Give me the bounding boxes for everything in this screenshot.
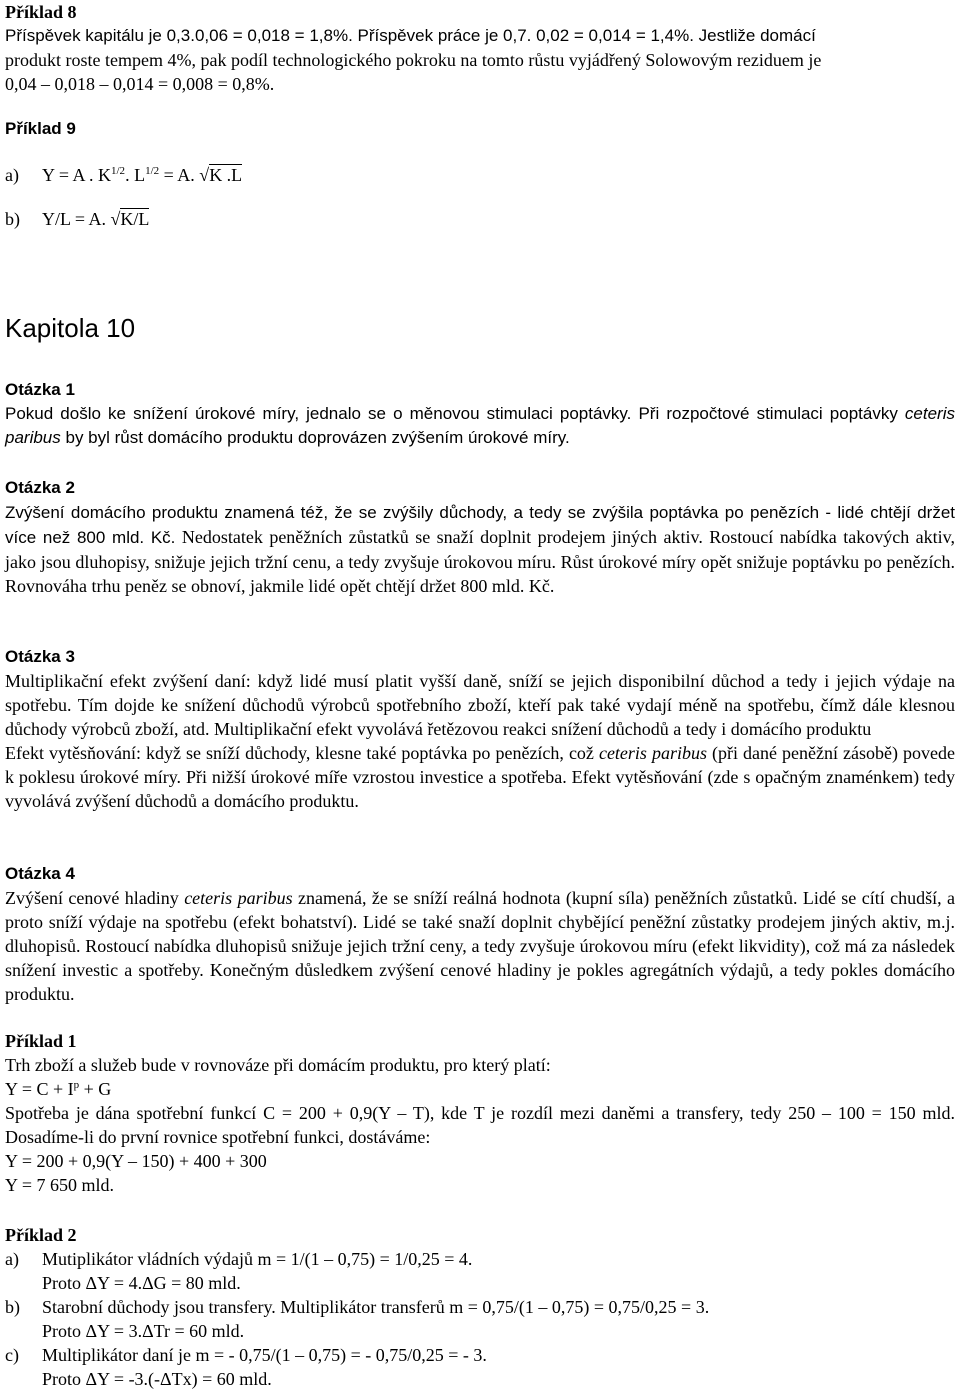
question-3-paragraph: Multiplikační efekt zvýšení daní: když lidé musí platit vyšší daně, sníží se jejich disponibilní důchod a tedy i jejich výdaje na spotřebu. Tím dojde ke snížení důchodů výrobců spotřebního zboží, kteří pak také vydají méně na spotřebu, čímž dále klesnou důchody výrobců zboží, atd. Multiplikační efekt vyvolává řetězovou reakci snížení důchodů a tedy i domácího produktu: [5, 671, 955, 739]
example-2: [5, 1223, 955, 1391]
text-run: (při dané peněžní zásobě) povede k poklesu úrokové míry. Při nižší úrokové míře vzrostou investice a spotřeba. Efekt vytěsňování (zde s opačným znaménkem) tedy vyvolává zvýšení důchodů a domácího produktu.: [5, 743, 955, 811]
chapter-title: Kapitola 10: [5, 313, 136, 343]
question-1-heading: Otázka 1: [5, 380, 75, 399]
question-4-text: [5, 886, 955, 1006]
example-1: [5, 1029, 955, 1197]
example-2-result: Proto ΔY = 3.ΔTr = 60 mld.: [42, 1321, 245, 1341]
example-1-equation: [5, 1077, 955, 1101]
example-9-heading: Příklad 9: [5, 119, 76, 138]
formula: [42, 207, 149, 231]
text-run: Pokud došlo ke snížení úrokové míry, jednalo se o měnovou stimulaci poptávky.: [5, 404, 632, 423]
example-9: [5, 117, 955, 231]
example-1-text: Spotřeba je dána spotřební funkcí C = 200 + 0,9(Y – T), kde T je rozdíl mezi daněmi a transfery, tedy 250 – 100 = 150 mld. Dosadíme-li do první rovnice spotřební funkci, dostáváme:: [5, 1103, 955, 1147]
example-1-equation: Y = 200 + 0,9(Y – 150) + 400 + 300: [5, 1151, 267, 1171]
example-2-item-c: [5, 1343, 955, 1367]
question-1-text: [5, 402, 955, 450]
example-1-heading: Příklad 1: [5, 1031, 77, 1051]
question-3-paragraph: [5, 741, 955, 813]
example-1-equation: Y = 7 650 mld.: [5, 1175, 114, 1195]
formula-part: Y/L = A.: [42, 209, 106, 229]
text-run: by byl růst domácího produktu doprovázen zvýšením úrokové míry.: [60, 428, 570, 447]
text-run: znamená, že se sníží reálná hodnota (kupní síla) peněžních zůstatků. Lidé se cítí chudší, a proto sníží výdaje na spotřebu (efekt bohatství). Lidé se také snaží doplnit chybějící peněžní zůstatky prodejem jiných aktiv, m.j. dluhopisů. Rostoucí nabídka dluhopisů snižuje jejich tržní ceny, a tedy zvyšuje úrokovou míru (efekt likvidity), což má za následek snížení investic a spotřeby. Konečným důsledkem zvýšení cenové hladiny je pokles agregátních výdajů, a tedy pokles domácího produktu.: [5, 888, 956, 1004]
formula-part: Y = A . K: [42, 165, 111, 185]
question-2-heading: Otázka 2: [5, 478, 75, 497]
radical-sign: √: [199, 165, 210, 185]
example-8-heading: Příklad 8: [5, 2, 77, 22]
item-label: a): [5, 165, 19, 185]
radicand: K .L: [209, 165, 243, 185]
text-run: Efekt vytěsňování: když se sníží důchody, klesne také poptávka po penězích, což: [5, 743, 599, 763]
exponent: 1/2: [111, 165, 126, 177]
example-8-line: produkt roste tempem 4%, pak podíl technologického pokroku na tomto růstu vyjádřený Solowovým reziduem je: [5, 50, 822, 70]
italic-term: ceteris paribus: [598, 743, 707, 763]
radicand: K/L: [120, 209, 150, 229]
question-4-heading: Otázka 4: [5, 864, 75, 883]
question-2: [5, 476, 955, 598]
text-run: Nedostatek peněžních zůstatků se snaží doplnit prodejem jiných aktiv. Rostoucí nabídka takových aktiv, jako jsou dluhopisy, snižuje jejich tržní cenu, a tedy zvyšuje úrokovou míru. Růst úrokové míry opět snižuje poptávku po penězích. Rovnováha trhu peněz se obnoví, jakmile lidé opět chtějí držet 800 mld. Kč.: [5, 527, 955, 596]
example-1-text: Trh zboží a služeb bude v rovnováze při domácím produktu, pro který platí:: [5, 1055, 551, 1075]
text-run: Zvýšení cenové hladiny: [5, 888, 185, 908]
example-2-result: Proto ΔY = 4.ΔG = 80 mld.: [42, 1273, 241, 1293]
question-3-heading: Otázka 3: [5, 647, 75, 666]
square-root: [110, 207, 149, 231]
question-1: [5, 378, 955, 450]
formula-part: = A.: [159, 165, 195, 185]
example-2-item-b: [5, 1295, 955, 1319]
radical-sign: √: [110, 209, 121, 229]
superscript: p: [73, 1079, 80, 1091]
example-2-result: Proto ΔY = -3.(-ΔTx) = 60 mld.: [42, 1369, 272, 1389]
item-text: Multiplikátor daní je m = - 0,75/(1 – 0,75) = - 0,75/0,25 = - 3.: [42, 1345, 487, 1365]
question-3: [5, 645, 955, 813]
example-9-formula-a: [5, 163, 955, 187]
formula-part: Y = C + I: [5, 1079, 74, 1099]
text-run: Zvýšení domácího produktu znamená též, že se zvýšily důchody, a tedy se zvýšila poptávka po penězích - lidé chtějí držet více než 800 mld. Kč.: [5, 503, 955, 547]
exponent: 1/2: [145, 165, 160, 177]
formula-part: . L: [125, 165, 146, 185]
formula-part: + G: [79, 1079, 112, 1099]
example-2-item-a: [5, 1247, 955, 1271]
item-label: c): [5, 1345, 19, 1365]
formula: [42, 163, 242, 187]
text-run: Při rozpočtové stimulaci poptávky: [631, 404, 905, 423]
question-2-text: [5, 500, 955, 598]
italic-term: ceteris paribus: [5, 404, 955, 447]
question-4: [5, 862, 955, 1006]
item-label: b): [5, 1297, 20, 1317]
example-8: [5, 0, 955, 96]
example-2-heading: Příklad 2: [5, 1225, 77, 1245]
square-root: [199, 163, 242, 187]
italic-term: ceteris paribus: [184, 888, 293, 908]
example-8-line: 0,04 – 0,018 – 0,014 = 0,008 = 0,8%.: [5, 74, 275, 94]
item-label: b): [5, 209, 20, 229]
item-label: a): [5, 1249, 19, 1269]
example-8-line: Příspěvek kapitálu je 0,3.0,06 = 0,018 = 1,8%. Příspěvek práce je 0,7. 0,02 = 0,014 = 1,4%. Jestliže domácí: [5, 26, 816, 45]
item-text: Mutiplikátor vládních výdajů m = 1/(1 – 0,75) = 1/0,25 = 4.: [42, 1249, 473, 1269]
item-text: Starobní důchody jsou transfery. Multiplikátor transferů m = 0,75/(1 – 0,75) = 0,75/0,25 = 3.: [42, 1297, 710, 1317]
example-9-formula-b: [5, 207, 955, 231]
